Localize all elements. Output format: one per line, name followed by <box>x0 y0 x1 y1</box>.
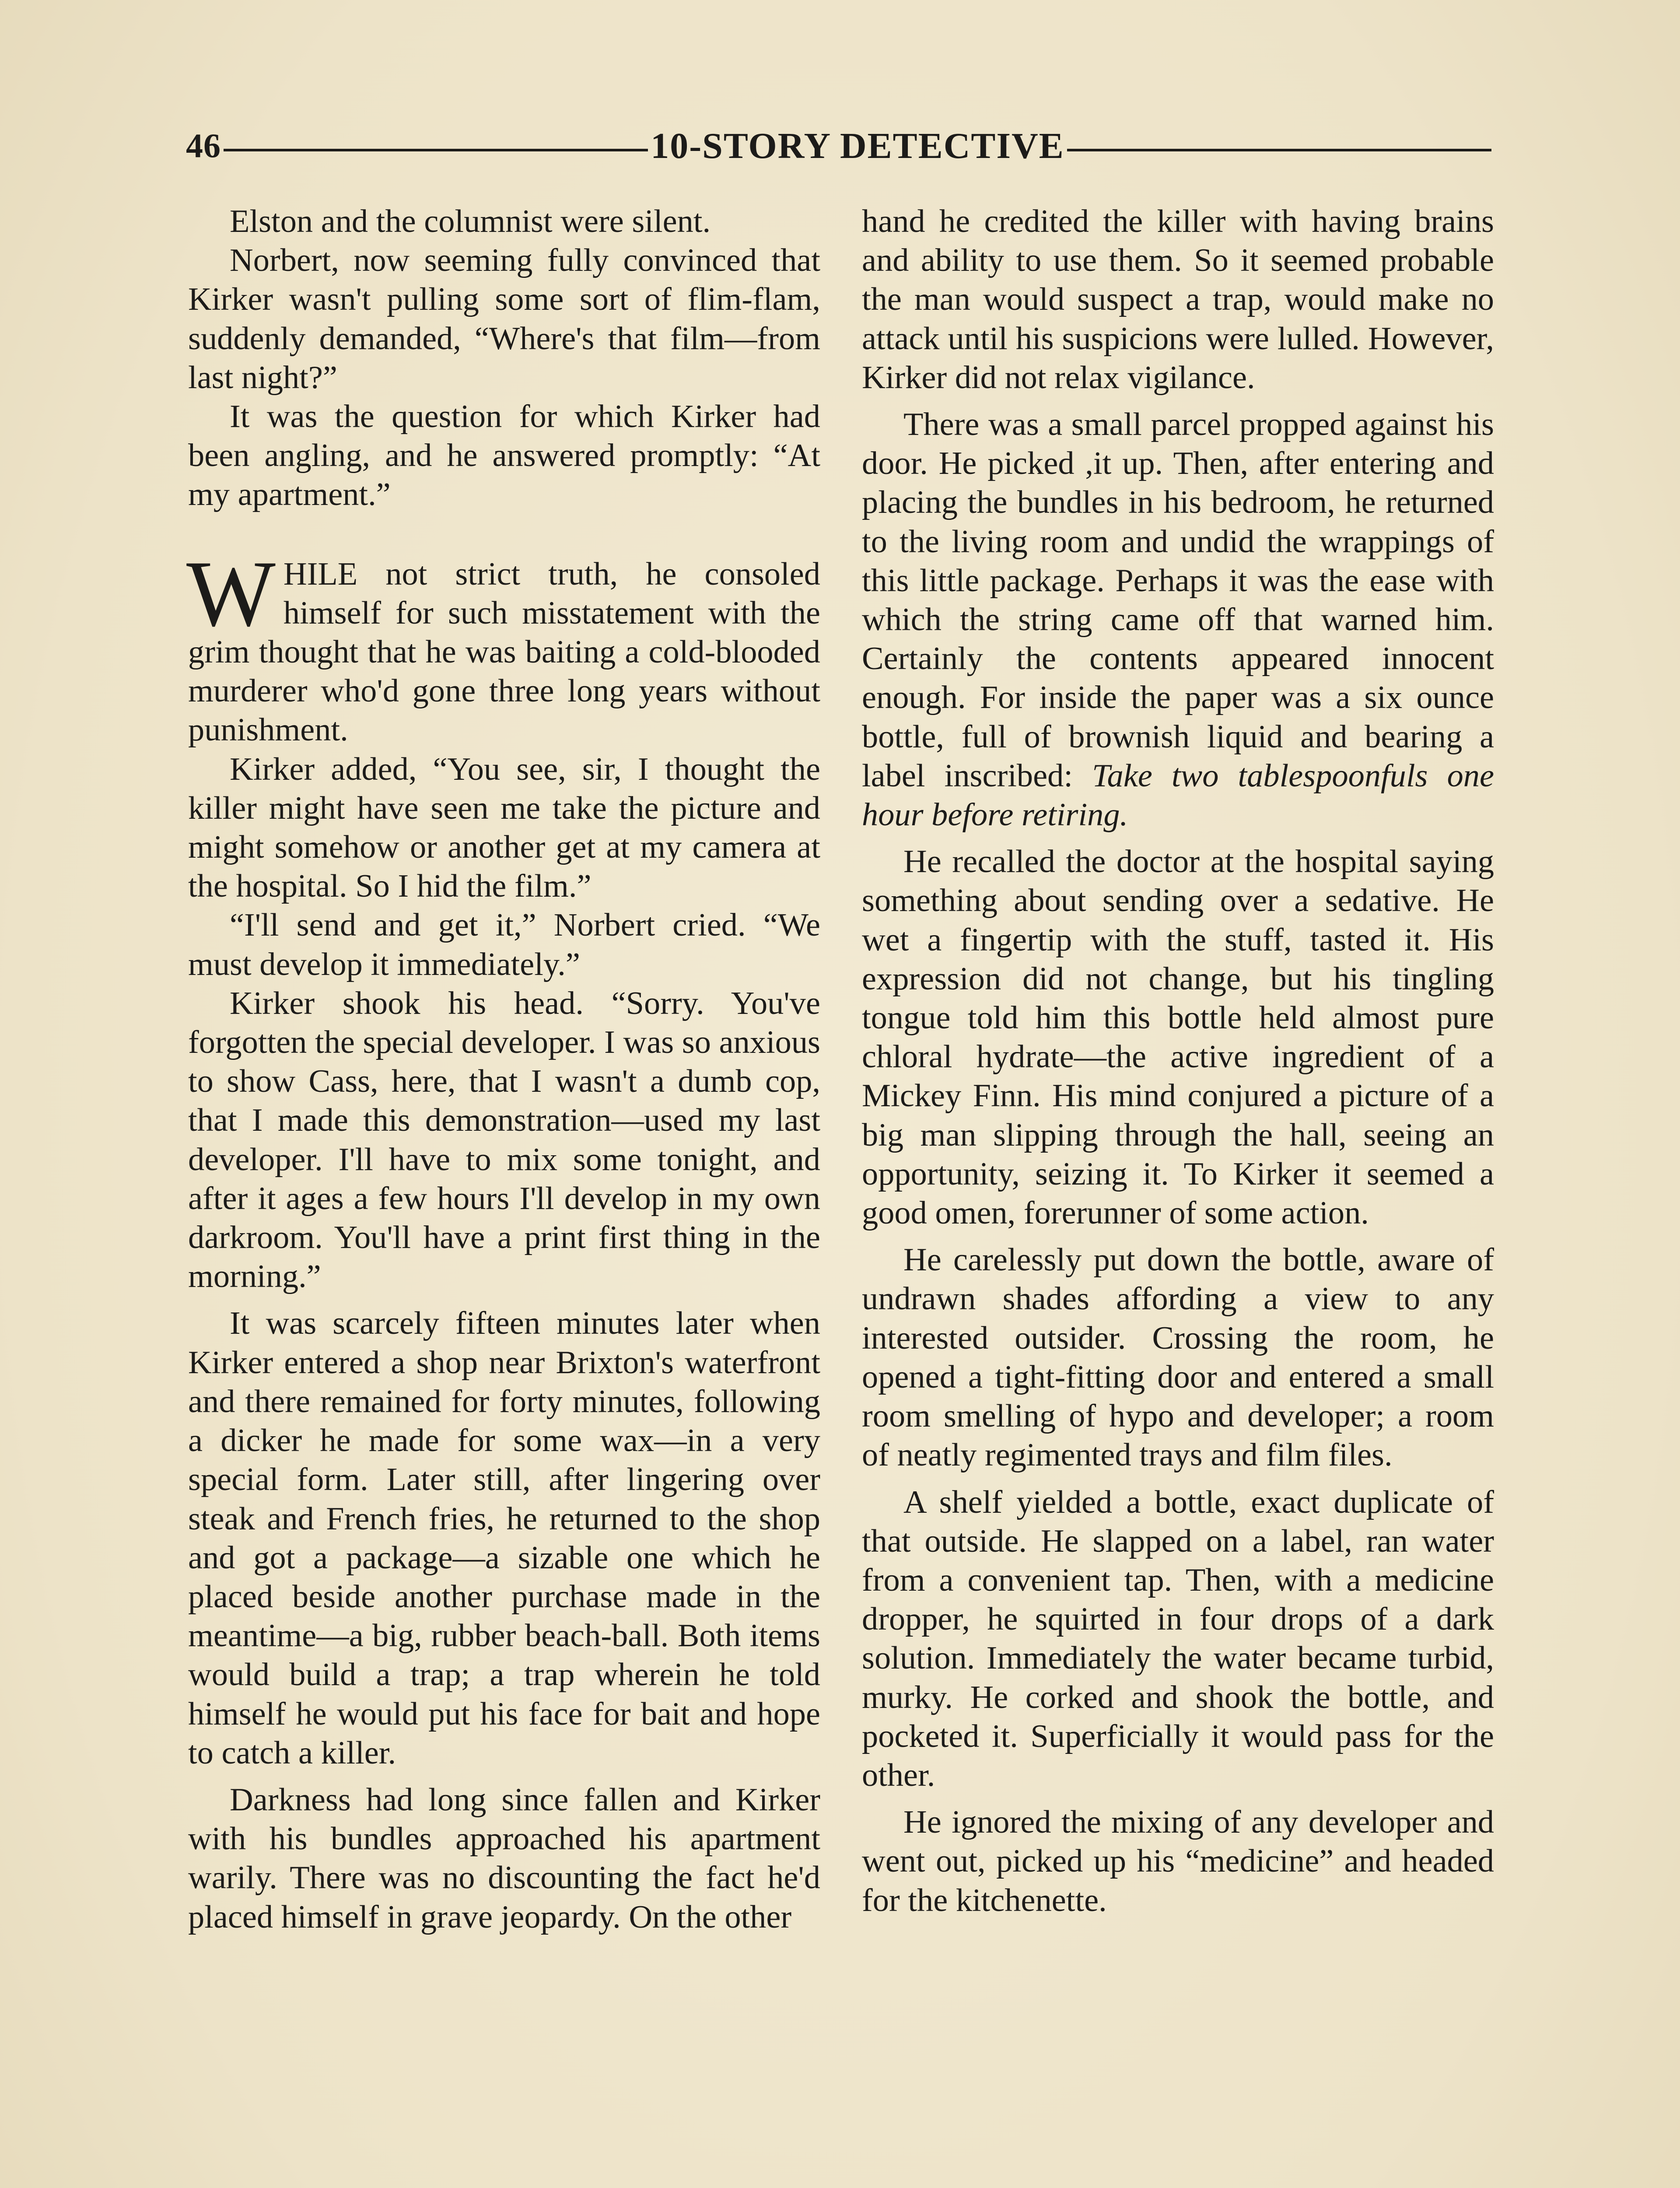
paragraph: There was a small parcel propped against his door. He picked ,it up. Then, after entering and placing the bundles in his bedroom, he returned to the living room and undid the wrappings of this little package. Perhaps it was the ease with which the string came off that warned him. Certainly the contents appeared innocent enough. For inside the paper was a six ounce bottle, full of brownish liquid and bearing a label inscribed: Take two tablespoonfuls one hour before retiring. <box>862 407 1494 833</box>
header-rule-right <box>1067 149 1491 151</box>
running-head <box>186 122 1494 170</box>
paragraph: He recalled the doctor at the hospital saying something about sending over a sedative. He wet a fingertip with the stuff, tasted it. His expression did not change, but his tingling tongue told him this bottle held almost pure chloral hydrate—the active ingredient of a Mickey Finn. His mind conjured a picture of a big man slipping through the hall, seeing an opportunity, seizing it. To Kirker it seemed a good omen, forerunner of some action. <box>862 844 1494 1231</box>
paragraph: Kirker shook his head. “Sorry. You've forgotten the special developer. I was so anxious to show Cass, here, that I wasn't a dumb cop, that I made this demonstration—used my last developer. I'll have to mix some tonight, and after it ages a few hours I'll develop in my own darkroom. You'll have a print first thing in the morning.” <box>188 985 820 1295</box>
header-rule-left <box>224 149 648 151</box>
paragraph: “I'll send and get it,” Norbert cried. “We must develop it immediately.” <box>188 907 820 982</box>
bottle-label-text: Take two tablespoonfuls one hour before retiring. <box>862 757 1494 833</box>
magazine-title: 10-STORY DETECTIVE <box>651 125 1064 166</box>
paragraph: It was the question for which Kirker had been angling, and he answered promptly: “At my apartment.” <box>188 399 820 513</box>
paragraph: It was scarcely fifteen minutes later when Kirker entered a shop near Brixton's waterfront and there remained for forty minutes, following a dicker he made for some wax—in a very special form. Later still, after lingering over steak and French fries, he returned to the shop and got a package—a sizable one which he placed beside another purchase made in the meantime—a big, rubber beach-ball. Both items would build a trap; a trap wherein he told himself he would put his face for bait and hope to catch a killer. <box>188 1305 820 1771</box>
paragraph: Norbert, now seeming fully convinced that Kirker wasn't pulling some sort of flim-flam, suddenly demanded, “Where's that film—from last night?” <box>188 242 820 396</box>
paragraph: Elston and the columnist were silent. <box>230 203 711 239</box>
paragraph: He carelessly put down the bottle, aware of undrawn shades affording a view to any interested outsider. Crossing the room, he opened a tight-fitting door and entered a small room smelling of hypo and developer; a room of neatly regimented trays and film files. <box>862 1242 1494 1473</box>
drop-cap: W <box>186 541 276 646</box>
paragraph: hand he credited the killer with having brains and ability to use them. So it seemed probable the man would suspect a trap, would make no attack until his suspicions were lulled. However, Kirker did not relax vigilance. <box>862 203 1494 396</box>
paragraph: He ignored the mixing of any developer and went out, picked up his “medicine” and headed for the kitchenette. <box>862 1804 1494 1918</box>
left-column <box>188 202 820 1937</box>
paragraph: Kirker added, “You see, sir, I thought the killer might have seen me take the picture and might somehow or another get at my camera at the hospital. So I hid the film.” <box>188 751 820 905</box>
paragraph: Darkness had long since fallen and Kirker with his bundles approached his apartment warily. There was no discounting the fact he'd placed himself in grave jeopardy. On the other <box>188 1781 820 1935</box>
section-opening-paragraph: WHILE not strict truth, he consoled himself for such misstatement with the grim thought that he was baiting a cold-blooded murderer who'd gone three long years without punishment. <box>186 541 820 748</box>
paragraph: A shelf yielded a bottle, exact duplicate of that outside. He slapped on a label, ran water from a convenient tap. Then, with a medicine dropper, he squirted in four drops of a dark solution. Immediately the water became turbid, murky. He corked and shook the bottle, and pocketed it. Superficially it would pass for the other. <box>862 1484 1494 1793</box>
right-column <box>862 202 1494 1920</box>
page-number: 46 <box>186 126 221 165</box>
